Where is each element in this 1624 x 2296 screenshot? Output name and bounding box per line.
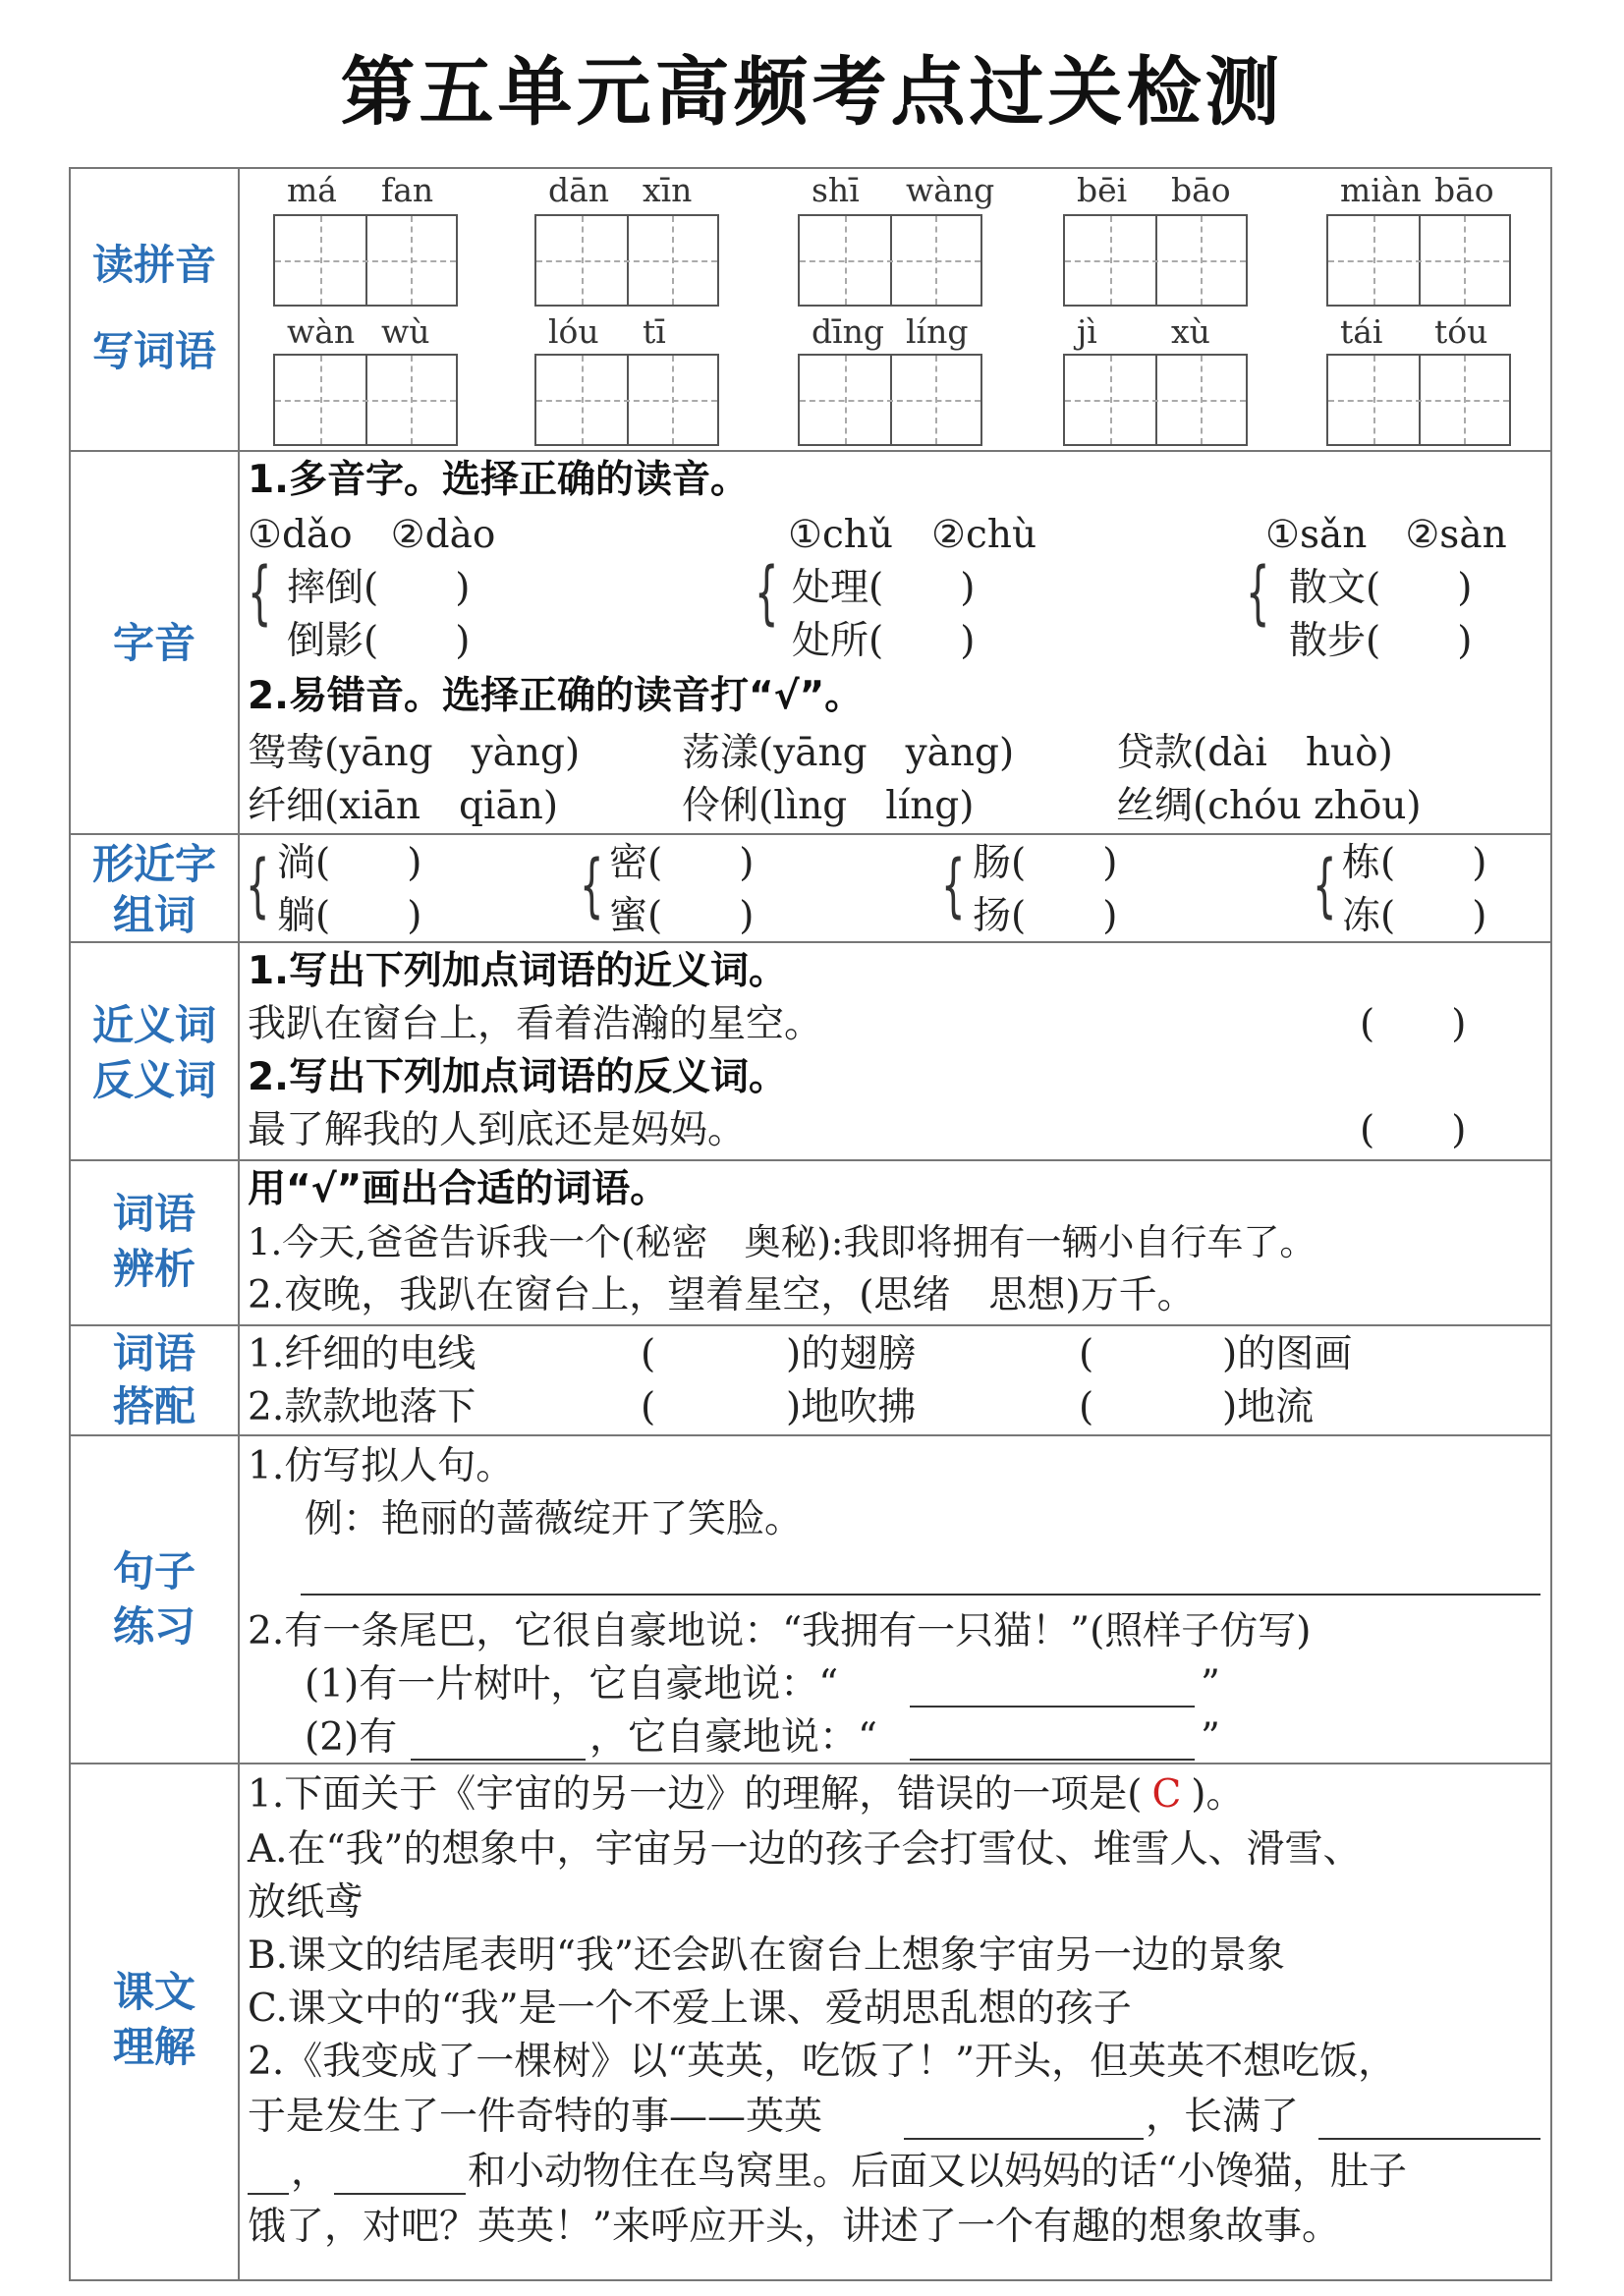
kewen-question-2: 2.《我变成了一棵树》以“英英，吃饭了！”开头，但英英不想吃饭，	[248, 2040, 1397, 2084]
column-divider	[238, 167, 240, 2281]
answer-paren: ( )	[1360, 1108, 1467, 1152]
ziyin-word: 倒影( )	[287, 619, 471, 663]
bianxi-line-1: 1.今天,爸爸告诉我一个(秘密 奥秘):我即将拥有一辆小自行车了。	[248, 1221, 1316, 1263]
xingjin-word: 密( )	[609, 841, 755, 885]
kewen-option-a: A.在“我”的想象中，宇宙另一边的孩子会打雪仗、堆雪人、滑雪、	[248, 1827, 1362, 1872]
xingjin-word: 蜜( )	[609, 894, 755, 938]
xingjin-word: 淌( )	[277, 841, 422, 885]
pinyin-syllable: bēi	[1077, 171, 1128, 209]
section-label-jinfan-2: 反义词	[91, 1056, 216, 1104]
xingjin-word: 冻( )	[1342, 894, 1487, 938]
section-label-juzi-1: 句子	[112, 1547, 196, 1596]
brace-icon: {	[246, 845, 270, 925]
juzi-line-5: (2)有	[305, 1715, 398, 1760]
pinyin-syllable: xīn	[643, 171, 693, 209]
juzi-line-3: 2.有一条尾巴，它很自豪地说：“我拥有一只猫！”(照样子仿写)	[248, 1609, 1312, 1653]
answer-blank[interactable]	[1318, 2138, 1540, 2140]
dapei-phrase: )地流	[1222, 1385, 1315, 1429]
section-label-ziyin: 字音	[112, 619, 196, 667]
writing-grid-box[interactable]	[798, 214, 982, 307]
pinyin-syllable: wù	[381, 312, 430, 351]
xingjin-word: 肠( )	[973, 841, 1118, 885]
row-divider	[69, 1324, 1552, 1326]
kewen-line-7b: ，长满了	[1146, 2095, 1300, 2139]
pinyin-syllable: wàn	[287, 312, 356, 351]
dapei-phrase: )地吹拂	[786, 1385, 917, 1429]
writing-grid-box[interactable]	[1326, 214, 1511, 307]
answer-blank[interactable]	[301, 1594, 1540, 1596]
kewen-line-8b: 和小动物住在鸟窝里。后面又以妈妈的话“小馋猫，肚子	[468, 2150, 1407, 2194]
section-label-juzi-2: 练习	[112, 1602, 196, 1651]
writing-grid-box[interactable]	[798, 354, 982, 446]
kewen-line-9: 饿了，对吧？英英！”来呼应开头，讲述了一个有趣的想象故事。	[248, 2205, 1340, 2249]
ziyin-word: 散步( )	[1289, 619, 1473, 663]
xingjin-word: 栋( )	[1342, 841, 1487, 885]
pinyin-syllable: shī	[812, 171, 860, 209]
kewen-option-a-cont: 放纸鸢	[248, 1880, 364, 1925]
pinyin-syllable: tī	[643, 312, 666, 351]
dapei-phrase: 1.纤细的电线	[248, 1332, 476, 1376]
ziyin-word: 散文( )	[1289, 566, 1473, 610]
row-divider	[69, 450, 1552, 452]
writing-grid-box[interactable]	[1326, 354, 1511, 446]
brace-icon: {	[248, 552, 272, 633]
juzi-line-5b: ，它自豪地说：“	[589, 1715, 877, 1760]
pinyin-syllable: jì	[1077, 312, 1097, 351]
pinyin-syllable: tái	[1340, 312, 1383, 351]
writing-grid-box[interactable]	[1063, 354, 1248, 446]
pinyin-syllable: bāo	[1434, 171, 1494, 209]
answer-blank[interactable]	[411, 1759, 586, 1761]
section-label-pinyin-2: 写词语	[91, 327, 216, 375]
answer-blank[interactable]	[248, 2193, 289, 2195]
dapei-paren-open: (	[641, 1385, 656, 1429]
section-label-jinfan-1: 近义词	[91, 1001, 216, 1049]
dapei-phrase: )的图画	[1222, 1332, 1353, 1376]
dapei-paren-open: (	[1079, 1332, 1094, 1376]
xingjin-word: 扬( )	[973, 894, 1118, 938]
pinyin-syllable: fan	[381, 171, 434, 209]
juzi-line-4: (1)有一片树叶，它自豪地说：“	[305, 1662, 839, 1707]
kewen-q1-end: )。	[1191, 1772, 1245, 1817]
juzi-example: 例：艳丽的蔷薇绽开了笑脸。	[305, 1497, 804, 1541]
jinfan-question-1: 1.写出下列加点词语的近义词。	[248, 949, 787, 993]
ziyin-question-1: 1.多音字。选择正确的读音。	[248, 458, 749, 502]
bianxi-line-2: 2.夜晚，我趴在窗台上，望着星空，(思绪 思想)万千。	[248, 1273, 1196, 1317]
page-title: 第五单元高频考点过关检测	[340, 48, 1284, 136]
pinyin-syllable: tóu	[1434, 312, 1488, 351]
jinfan-sentence-2: 最了解我的人到底还是妈妈。	[248, 1108, 747, 1152]
quote-close: ”	[1201, 1715, 1220, 1760]
ziyin-item: 鸳鸯(yāng yàng)	[248, 731, 581, 775]
pinyin-syllable: miàn	[1340, 171, 1422, 209]
answer-blank[interactable]	[910, 1759, 1195, 1761]
ziyin-item: 贷款(dài huò)	[1116, 731, 1393, 775]
kewen-answer: C	[1151, 1772, 1182, 1817]
ziyin-item: 伶俐(lìng líng)	[682, 784, 975, 828]
answer-blank[interactable]	[334, 2193, 466, 2195]
pinyin-syllable: wàng	[906, 171, 995, 209]
pinyin-syllable: xù	[1171, 312, 1210, 351]
section-label-bianxi-1: 词语	[112, 1190, 196, 1238]
ziyin-word: 摔倒( )	[287, 566, 471, 610]
row-divider	[69, 833, 1552, 835]
kewen-question-1	[248, 1768, 1245, 1821]
answer-blank[interactable]	[910, 1706, 1195, 1708]
quote-close: ”	[1201, 1662, 1220, 1707]
pinyin-syllable: lóu	[548, 312, 599, 351]
section-label-dapei-1: 词语	[112, 1329, 196, 1377]
pinyin-syllable: dān	[548, 171, 610, 209]
ziyin-item: 纤细(xiān qiān)	[248, 784, 559, 828]
pinyin-syllable: dīng	[812, 312, 885, 351]
juzi-line-1: 1.仿写拟人句。	[248, 1444, 515, 1488]
dapei-phrase: )的翅膀	[786, 1332, 917, 1376]
brace-icon: {	[941, 845, 966, 925]
answer-blank[interactable]	[904, 2138, 1144, 2140]
ziyin-options-1: ①dǎo ②dào	[248, 513, 496, 557]
section-label-kewen-1: 课文	[112, 1968, 196, 2016]
kewen-line-7: 于是发生了一件奇特的事——英英	[248, 2095, 823, 2139]
jinfan-question-2: 2.写出下列加点词语的反义词。	[248, 1055, 787, 1099]
ziyin-question-2: 2.易错音。选择正确的读音打“√”。	[248, 674, 864, 718]
bianxi-question: 用“√”画出合适的词语。	[248, 1167, 669, 1211]
ziyin-word: 处所( )	[792, 619, 976, 663]
ziyin-options-2: ①chǔ ②chù	[788, 513, 1037, 557]
ziyin-item: 丝绸(chóu zhōu)	[1116, 784, 1422, 828]
kewen-line-8a: ，	[291, 2150, 330, 2194]
dapei-paren-open: (	[1079, 1385, 1094, 1429]
pinyin-syllable: bāo	[1171, 171, 1231, 209]
section-label-xingjin-1: 形近字	[91, 840, 216, 888]
brace-icon: {	[1313, 845, 1337, 925]
writing-grid-box[interactable]	[534, 214, 719, 307]
section-label-pinyin-1: 读拼音	[91, 241, 216, 289]
section-label-bianxi-2: 辨析	[112, 1245, 196, 1293]
xingjin-word: 躺( )	[277, 894, 422, 938]
section-label-dapei-2: 搭配	[112, 1382, 196, 1430]
ziyin-word: 处理( )	[792, 566, 976, 610]
writing-grid-box[interactable]	[273, 214, 458, 307]
kewen-option-c: C.课文中的“我”是一个不爱上课、爱胡思乱想的孩子	[248, 1987, 1132, 2031]
writing-grid-box[interactable]	[273, 354, 458, 446]
brace-icon: {	[1246, 552, 1270, 633]
row-divider	[69, 1434, 1552, 1436]
brace-icon: {	[755, 552, 779, 633]
writing-grid-box[interactable]	[1063, 214, 1248, 307]
pinyin-syllable: líng	[906, 312, 969, 351]
pinyin-syllable: má	[287, 171, 337, 209]
ziyin-options-3: ①sǎn ②sàn	[1265, 513, 1507, 557]
jinfan-sentence-1: 我趴在窗台上，看着浩瀚的星空。	[248, 1002, 823, 1046]
ziyin-item: 荡漾(yāng yàng)	[682, 731, 1015, 775]
section-label-xingjin-2: 组词	[112, 891, 196, 939]
dapei-phrase: 2.款款地落下	[248, 1385, 476, 1429]
brace-icon: {	[580, 845, 604, 925]
dapei-paren-open: (	[641, 1332, 656, 1376]
kewen-option-b: B.课文的结尾表明“我”还会趴在窗台上想象宇宙另一边的景象	[248, 1933, 1285, 1978]
section-label-kewen-2: 理解	[112, 2023, 196, 2071]
answer-paren: ( )	[1360, 1002, 1467, 1046]
writing-grid-box[interactable]	[534, 354, 719, 446]
row-divider	[69, 1159, 1552, 1161]
kewen-q1-text: 1.下面关于《宇宙的另一边》的理解，错误的一项是(	[248, 1772, 1143, 1817]
